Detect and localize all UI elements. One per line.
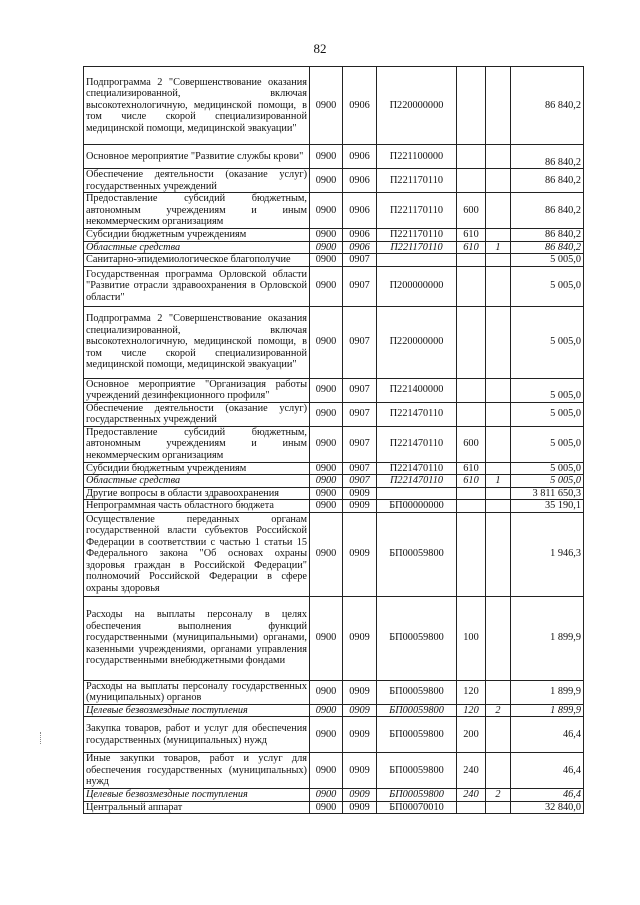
row-expense-type: 610: [457, 241, 486, 254]
row-amount: 1 899,9: [511, 596, 584, 680]
table-row: [84, 266, 584, 306]
table-row: [84, 753, 584, 789]
row-expense-type: 120: [457, 704, 486, 717]
row-subsection: 0907: [343, 378, 377, 402]
row-expense-type: [457, 487, 486, 500]
table-row: [84, 462, 584, 475]
row-funding-source: [486, 487, 511, 500]
row-target-code: П220000000: [377, 306, 457, 378]
row-subsection: 0906: [343, 67, 377, 145]
row-amount: 5 005,0: [511, 266, 584, 306]
row-subsection: 0909: [343, 500, 377, 513]
row-name: Обеспечение деятельности (оказание услуг) государственных учреждений: [84, 402, 310, 426]
row-subsection: 0906: [343, 241, 377, 254]
row-target-code: БП00059800: [377, 680, 457, 704]
row-funding-source: [486, 402, 511, 426]
table-row: [84, 512, 584, 596]
row-name: Субсидии бюджетным учреждениям: [84, 229, 310, 242]
row-expense-type: 200: [457, 717, 486, 753]
row-name: Основное мероприятие "Организация работы учреждений дезинфекционного профиля": [84, 378, 310, 402]
row-section: 0900: [310, 801, 343, 814]
row-funding-source: [486, 680, 511, 704]
row-subsection: 0909: [343, 704, 377, 717]
table-row: [84, 801, 584, 814]
row-target-code: П221470110: [377, 475, 457, 488]
row-target-code: БП00059800: [377, 596, 457, 680]
table-row: [84, 680, 584, 704]
row-funding-source: [486, 512, 511, 596]
row-name: Подпрограмма 2 "Совершенствование оказания специализированной, включая высокотехнологичную, медицинской помощи, в том числе скорой специализированной медицинской помощи, медицинской эвакуации": [84, 67, 310, 145]
row-name: Основное мероприятие "Развитие службы крови": [84, 145, 310, 169]
row-name: Закупка товаров, работ и услуг для обеспечения государственных (муниципальных) нужд: [84, 717, 310, 753]
row-funding-source: [486, 229, 511, 242]
row-target-code: П221470110: [377, 462, 457, 475]
row-name: Областные средства: [84, 241, 310, 254]
row-section: 0900: [310, 266, 343, 306]
table-row: [84, 378, 584, 402]
row-funding-source: 2: [486, 704, 511, 717]
row-funding-source: [486, 596, 511, 680]
row-target-code: П221470110: [377, 426, 457, 462]
row-subsection: 0909: [343, 680, 377, 704]
row-section: 0900: [310, 193, 343, 229]
row-amount: 86 840,2: [511, 67, 584, 145]
row-subsection: 0907: [343, 475, 377, 488]
row-section: 0900: [310, 512, 343, 596]
row-subsection: 0909: [343, 789, 377, 802]
row-section: 0900: [310, 704, 343, 717]
row-target-code: БП00059800: [377, 512, 457, 596]
row-target-code: БП00070010: [377, 801, 457, 814]
table-row: [84, 67, 584, 145]
row-expense-type: [457, 145, 486, 169]
row-amount: 3 811 650,3: [511, 487, 584, 500]
row-section: 0900: [310, 680, 343, 704]
row-subsection: 0906: [343, 193, 377, 229]
row-expense-type: [457, 169, 486, 193]
row-expense-type: 600: [457, 426, 486, 462]
row-subsection: 0907: [343, 266, 377, 306]
row-funding-source: 1: [486, 241, 511, 254]
table-row: [84, 426, 584, 462]
row-section: 0900: [310, 67, 343, 145]
table-row: [84, 145, 584, 169]
row-target-code: БП00059800: [377, 789, 457, 802]
row-target-code: П221400000: [377, 378, 457, 402]
row-name: Предоставление субсидий бюджетным, автономным учреждениям и иным некоммерческим организациям: [84, 426, 310, 462]
row-target-code: П221170110: [377, 229, 457, 242]
row-target-code: П221100000: [377, 145, 457, 169]
row-name: Расходы на выплаты персоналу государственных (муниципальных) органов: [84, 680, 310, 704]
row-amount: 5 005,0: [511, 402, 584, 426]
row-target-code: П221170110: [377, 169, 457, 193]
row-funding-source: [486, 67, 511, 145]
row-subsection: 0909: [343, 801, 377, 814]
row-amount: 46,4: [511, 789, 584, 802]
row-amount: 5 005,0: [511, 462, 584, 475]
row-subsection: 0906: [343, 229, 377, 242]
row-amount: 86 840,2: [511, 241, 584, 254]
row-name: Субсидии бюджетным учреждениям: [84, 462, 310, 475]
row-name: Целевые безвозмездные поступления: [84, 789, 310, 802]
row-section: 0900: [310, 229, 343, 242]
row-funding-source: [486, 717, 511, 753]
row-subsection: 0906: [343, 169, 377, 193]
table-row: [84, 254, 584, 267]
table-row: [84, 193, 584, 229]
row-expense-type: 610: [457, 229, 486, 242]
row-section: 0900: [310, 426, 343, 462]
row-subsection: 0909: [343, 717, 377, 753]
row-section: 0900: [310, 241, 343, 254]
row-amount: 46,4: [511, 717, 584, 753]
row-target-code: БП00000000: [377, 500, 457, 513]
row-name: Непрограммная часть областного бюджета: [84, 500, 310, 513]
table-row: [84, 402, 584, 426]
row-amount: 5 005,0: [511, 306, 584, 378]
row-expense-type: [457, 500, 486, 513]
row-target-code: БП00059800: [377, 704, 457, 717]
row-name: Центральный аппарат: [84, 801, 310, 814]
row-amount: 1 946,3: [511, 512, 584, 596]
row-funding-source: [486, 378, 511, 402]
row-section: 0900: [310, 254, 343, 267]
row-expense-type: [457, 306, 486, 378]
row-funding-source: [486, 500, 511, 513]
row-expense-type: [457, 67, 486, 145]
row-funding-source: [486, 254, 511, 267]
row-section: 0900: [310, 717, 343, 753]
row-name: Предоставление субсидий бюджетным, автономным учреждениям и иным некоммерческим организациям: [84, 193, 310, 229]
row-expense-type: 600: [457, 193, 486, 229]
row-name: Санитарно-эпидемиологическое благополучие: [84, 254, 310, 267]
row-name: Осуществление переданных органам государственной власти субъектов Российской Федерации в соответствии с частью 1 статьи 15 Федерального закона "Об основах охраны здоровья граждан в Российской Федерации" полномочий Российской Федерации в сфере охраны здоровья: [84, 512, 310, 596]
row-expense-type: [457, 801, 486, 814]
row-expense-type: 240: [457, 789, 486, 802]
row-funding-source: [486, 462, 511, 475]
row-funding-source: [486, 801, 511, 814]
row-section: 0900: [310, 169, 343, 193]
row-subsection: 0906: [343, 145, 377, 169]
row-subsection: 0909: [343, 512, 377, 596]
row-target-code: П221470110: [377, 402, 457, 426]
table-row: [84, 229, 584, 242]
row-section: 0900: [310, 462, 343, 475]
row-amount: 32 840,0: [511, 801, 584, 814]
row-expense-type: 120: [457, 680, 486, 704]
row-section: 0900: [310, 145, 343, 169]
row-subsection: 0907: [343, 402, 377, 426]
row-amount: 5 005,0: [511, 254, 584, 267]
row-section: 0900: [310, 500, 343, 513]
row-subsection: 0907: [343, 306, 377, 378]
row-amount: 86 840,2: [511, 169, 584, 193]
budget-table: [83, 66, 584, 814]
table-row: [84, 704, 584, 717]
row-amount: 46,4: [511, 753, 584, 789]
row-amount: 5 005,0: [511, 426, 584, 462]
row-target-code: [377, 487, 457, 500]
row-subsection: 0907: [343, 462, 377, 475]
row-target-code: БП00059800: [377, 717, 457, 753]
row-amount: 5 005,0: [511, 475, 584, 488]
table-row: [84, 596, 584, 680]
row-target-code: БП00059800: [377, 753, 457, 789]
row-section: 0900: [310, 306, 343, 378]
row-expense-type: [457, 402, 486, 426]
table-row: [84, 475, 584, 488]
table-row: [84, 487, 584, 500]
row-name: Областные средства: [84, 475, 310, 488]
row-amount: 1 899,9: [511, 680, 584, 704]
row-name: Государственная программа Орловской области "Развитие отрасли здравоохранения в Орловской области": [84, 266, 310, 306]
row-name: Другие вопросы в области здравоохранения: [84, 487, 310, 500]
table-row: [84, 306, 584, 378]
row-amount: 86 840,2: [511, 193, 584, 229]
row-funding-source: [486, 306, 511, 378]
row-funding-source: [486, 169, 511, 193]
row-amount: 86 840,2: [511, 229, 584, 242]
row-target-code: П221170110: [377, 241, 457, 254]
row-expense-type: 100: [457, 596, 486, 680]
row-funding-source: 1: [486, 475, 511, 488]
row-name: Обеспечение деятельности (оказание услуг) государственных учреждений: [84, 169, 310, 193]
row-expense-type: [457, 254, 486, 267]
row-target-code: П221170110: [377, 193, 457, 229]
row-name: Подпрограмма 2 "Совершенствование оказания специализированной, включая высокотехнологичную, медицинской помощи, в том числе скорой специализированной медицинской помощи, медицинской эвакуации": [84, 306, 310, 378]
row-expense-type: [457, 378, 486, 402]
row-amount: 86 840,2: [511, 145, 584, 169]
row-funding-source: [486, 193, 511, 229]
row-subsection: 0907: [343, 254, 377, 267]
row-name: Расходы на выплаты персоналу в целях обеспечения выполнения функций государственными (муниципальными) органами, казенными учреждениями, органами управления государственными внебюджетными фондами: [84, 596, 310, 680]
row-funding-source: [486, 145, 511, 169]
row-section: 0900: [310, 596, 343, 680]
row-target-code: П200000000: [377, 266, 457, 306]
row-funding-source: [486, 266, 511, 306]
row-subsection: 0909: [343, 753, 377, 789]
row-section: 0900: [310, 753, 343, 789]
row-section: 0900: [310, 402, 343, 426]
row-expense-type: 610: [457, 462, 486, 475]
row-section: 0900: [310, 789, 343, 802]
row-funding-source: [486, 426, 511, 462]
table-row: [84, 500, 584, 513]
row-expense-type: 610: [457, 475, 486, 488]
row-target-code: [377, 254, 457, 267]
table-row: [84, 789, 584, 802]
table-row: [84, 169, 584, 193]
row-subsection: 0909: [343, 487, 377, 500]
row-expense-type: [457, 512, 486, 596]
table-row: [84, 717, 584, 753]
row-name: Иные закупки товаров, работ и услуг для обеспечения государственных (муниципальных) нужд: [84, 753, 310, 789]
row-funding-source: 2: [486, 789, 511, 802]
row-subsection: 0909: [343, 596, 377, 680]
row-amount: 35 190,1: [511, 500, 584, 513]
row-expense-type: [457, 266, 486, 306]
row-subsection: 0907: [343, 426, 377, 462]
table-row: [84, 241, 584, 254]
row-name: Целевые безвозмездные поступления: [84, 704, 310, 717]
row-amount: 1 899,9: [511, 704, 584, 717]
row-funding-source: [486, 753, 511, 789]
row-section: 0900: [310, 475, 343, 488]
row-expense-type: 240: [457, 753, 486, 789]
row-target-code: П220000000: [377, 67, 457, 145]
scan-artifact: [40, 732, 42, 744]
row-section: 0900: [310, 487, 343, 500]
row-section: 0900: [310, 378, 343, 402]
row-amount: 5 005,0: [511, 378, 584, 402]
page-number: 82: [313, 41, 327, 56]
